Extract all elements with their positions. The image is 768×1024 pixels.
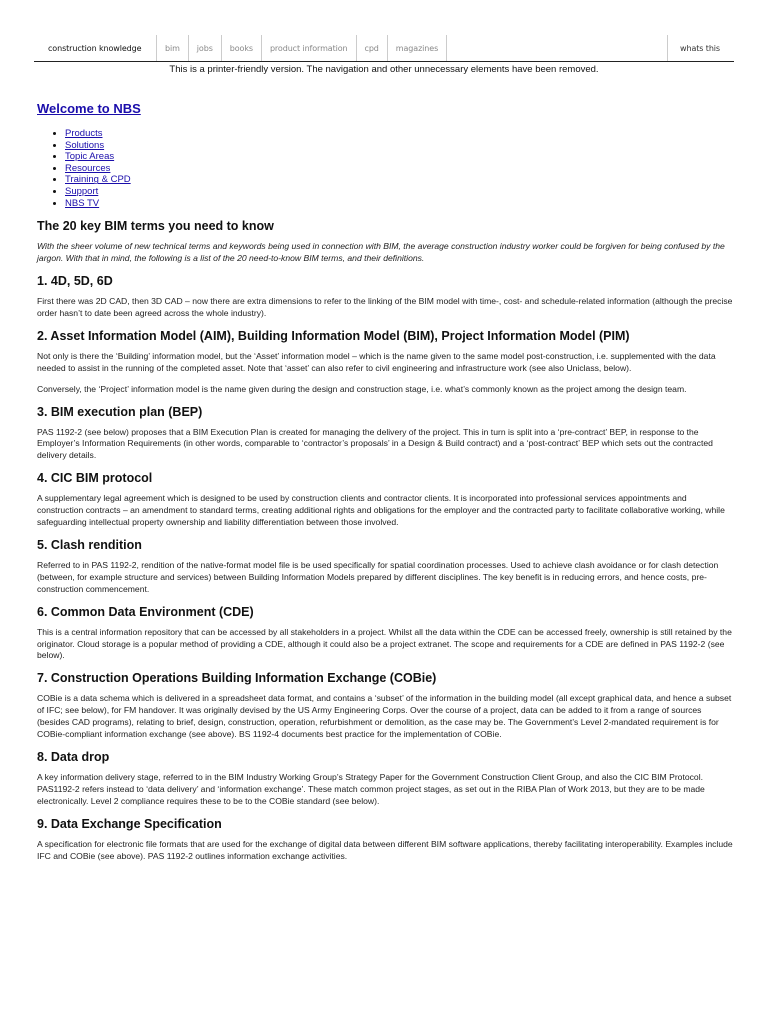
menu-link-resources[interactable]: Resources xyxy=(65,162,111,174)
main-content xyxy=(37,101,733,872)
section-paragraph: Not only is there the ‘Building’ information model, but the ‘Asset’ information model – which is the name given to the same model post-construction, i.e. supplemented with the data needed to assist in the running of the completed asset. Note that ‘asset’ can also refer to civil engineering and infrastructure work (see also Uniclass, below). xyxy=(37,350,716,373)
article-intro: With the sheer volume of new technical terms and keywords being used in connection with BIM, the average construction industry worker could be forgiven for being confused by the jargon. With that in mind, the following is a list of the 20 need-to-know BIM terms, and their definitions. xyxy=(37,241,725,264)
nav-item-whats-this[interactable]: whats this xyxy=(680,43,720,53)
menu-item xyxy=(65,151,733,163)
nav-item-construction-knowledge[interactable]: construction knowledge xyxy=(34,35,157,61)
section-heading-4: 4. CIC BIM protocol xyxy=(37,471,153,486)
menu-link-solutions[interactable]: Solutions xyxy=(65,139,105,151)
menu-item xyxy=(65,163,733,175)
site-menu xyxy=(37,128,733,209)
welcome-link[interactable]: Welcome to NBS xyxy=(37,101,141,116)
section-heading-2: 2. Asset Information Model (AIM), Building Information Model (BIM), Project Information Model (PIM) xyxy=(37,328,630,343)
nav-item-jobs[interactable]: jobs xyxy=(189,35,222,61)
section-heading-5: 5. Clash rendition xyxy=(37,537,142,552)
section-paragraph: PAS 1192-2 (see below) proposes that a BIM Execution Plan is created for managing the delivery of the project. This in turn is split into a ‘pre-contract’ BEP, in response to the Employer’s Information Requirements (in other words, comparable to ‘contractor’s proposals’ in a Design & Build contract) and a ‘post-contract’ BEP which sets out the contracted delivery details. xyxy=(37,426,713,461)
section-paragraph: This is a central information repository that can be accessed by all stakeholders in a project. Whilst all the data within the CDE can be accessed freely, ownership is still retained by the originator. Cloud storage is a popular method of providing a CDE, although it could also be a project extranet. The scope and requirements for a CDE are defined in PAS 1192-2 (see below). xyxy=(37,626,732,661)
section-paragraph: Referred to in PAS 1192-2, rendition of the native-format model file is be used specifically for spatial coordination processes. Used to achieve clash avoidance or for clash detection (between, for example structure and services) between Building Information Models prepared by different disciplines. The key benefit is in reducing errors, and hence costs, pre-construction commencement. xyxy=(37,559,719,594)
section-paragraph: Conversely, the ‘Project’ information model is the name given during the design and construction stage, i.e. what’s commonly known as the project among the design team. xyxy=(37,383,687,394)
section-heading-9: 9. Data Exchange Specification xyxy=(37,816,222,831)
nav-item-bim[interactable]: bim xyxy=(157,35,189,61)
menu-link-nbs-tv[interactable]: NBS TV xyxy=(65,197,100,209)
section-paragraph: A key information delivery stage, referred to in the BIM Industry Working Group’s Strategy Paper for the Government Construction Client Group, and also the CIC BIM Protocol. PAS1192-2 refers instead to ‘data delivery’ and ‘information exchange’. These match common project stages, as set out in the RIBA Plan of Work 2013, but they are to be made electronically. Level 2 compliance requires these to be to the COBie standard (see below). xyxy=(37,772,705,806)
nav-item-magazines[interactable]: magazines xyxy=(388,35,447,61)
nav-item-books[interactable]: books xyxy=(222,35,262,61)
section-heading-8: 8. Data drop xyxy=(37,750,110,764)
menu-link-training-cpd[interactable]: Training & CPD xyxy=(65,174,131,186)
section-heading-1: 1. 4D, 5D, 6D xyxy=(37,273,113,288)
section-paragraph: COBie is a data schema which is delivered in a spreadsheet data format, and contains a ‘subset’ of the information in the building model (all except graphical data, and hence a subset of IFC; see below), for FM handover. It was originally devised by the US Army Engineering Corps. Over the course of a project, data can be added to it from a range of sources (besides CAD programs), relating to brief, design, construction, operation, refurbishment or demolition, as the case may be. The Government’s Level 2-mandated requirement is for COBie-compliant information exchange (see above). BS 1192-4 documents best practice for the implementation of COBie. xyxy=(37,693,732,740)
nav-item-product-information[interactable]: product information xyxy=(262,35,357,61)
section-heading-7: 7. Construction Operations Building Information Exchange (COBie) xyxy=(37,671,437,686)
section-paragraph: A supplementary legal agreement which is designed to be used by construction clients and contractor clients. It is incorporated into professional services appointments and construction contracts – an amendment to standard terms, creating additional rights and obligations for the employer and the contracted party to facilitate collaborative working, while safeguarding intellectual property ownership and liability differentiation between those involved. xyxy=(37,493,725,528)
menu-item xyxy=(65,128,733,140)
menu-link-products[interactable]: Products xyxy=(65,128,103,139)
top-navigation xyxy=(34,35,734,62)
article-title: The 20 key BIM terms you need to know xyxy=(37,219,274,234)
menu-item xyxy=(65,140,733,152)
menu-item xyxy=(65,198,733,210)
section-paragraph: First there was 2D CAD, then 3D CAD – now there are extra dimensions to refer to the linking of the BIM model with time-, cost- and schedule-related information (although the precise order hasn’t to date been agreed across the whole industry). xyxy=(37,295,733,318)
printer-friendly-notice: This is a printer-friendly version. The navigation and other unnecessary elements have been removed. xyxy=(169,64,599,75)
nav-spacer xyxy=(447,35,668,61)
nav-item-cpd[interactable]: cpd xyxy=(357,35,388,61)
section-heading-3: 3. BIM execution plan (BEP) xyxy=(37,404,203,419)
menu-link-support[interactable]: Support xyxy=(65,185,99,197)
menu-item xyxy=(65,186,733,198)
menu-link-topic-areas[interactable]: Topic Areas xyxy=(65,151,115,163)
section-heading-6: 6. Common Data Environment (CDE) xyxy=(37,604,254,619)
section-paragraph: A specification for electronic file formats that are used for the exchange of digital data between different BIM software applications, thereby facilitating interoperability. Examples include IFC and COBie (see above). PAS 1192-2 outlines information exchange activities. xyxy=(37,838,733,861)
menu-item xyxy=(65,174,733,186)
